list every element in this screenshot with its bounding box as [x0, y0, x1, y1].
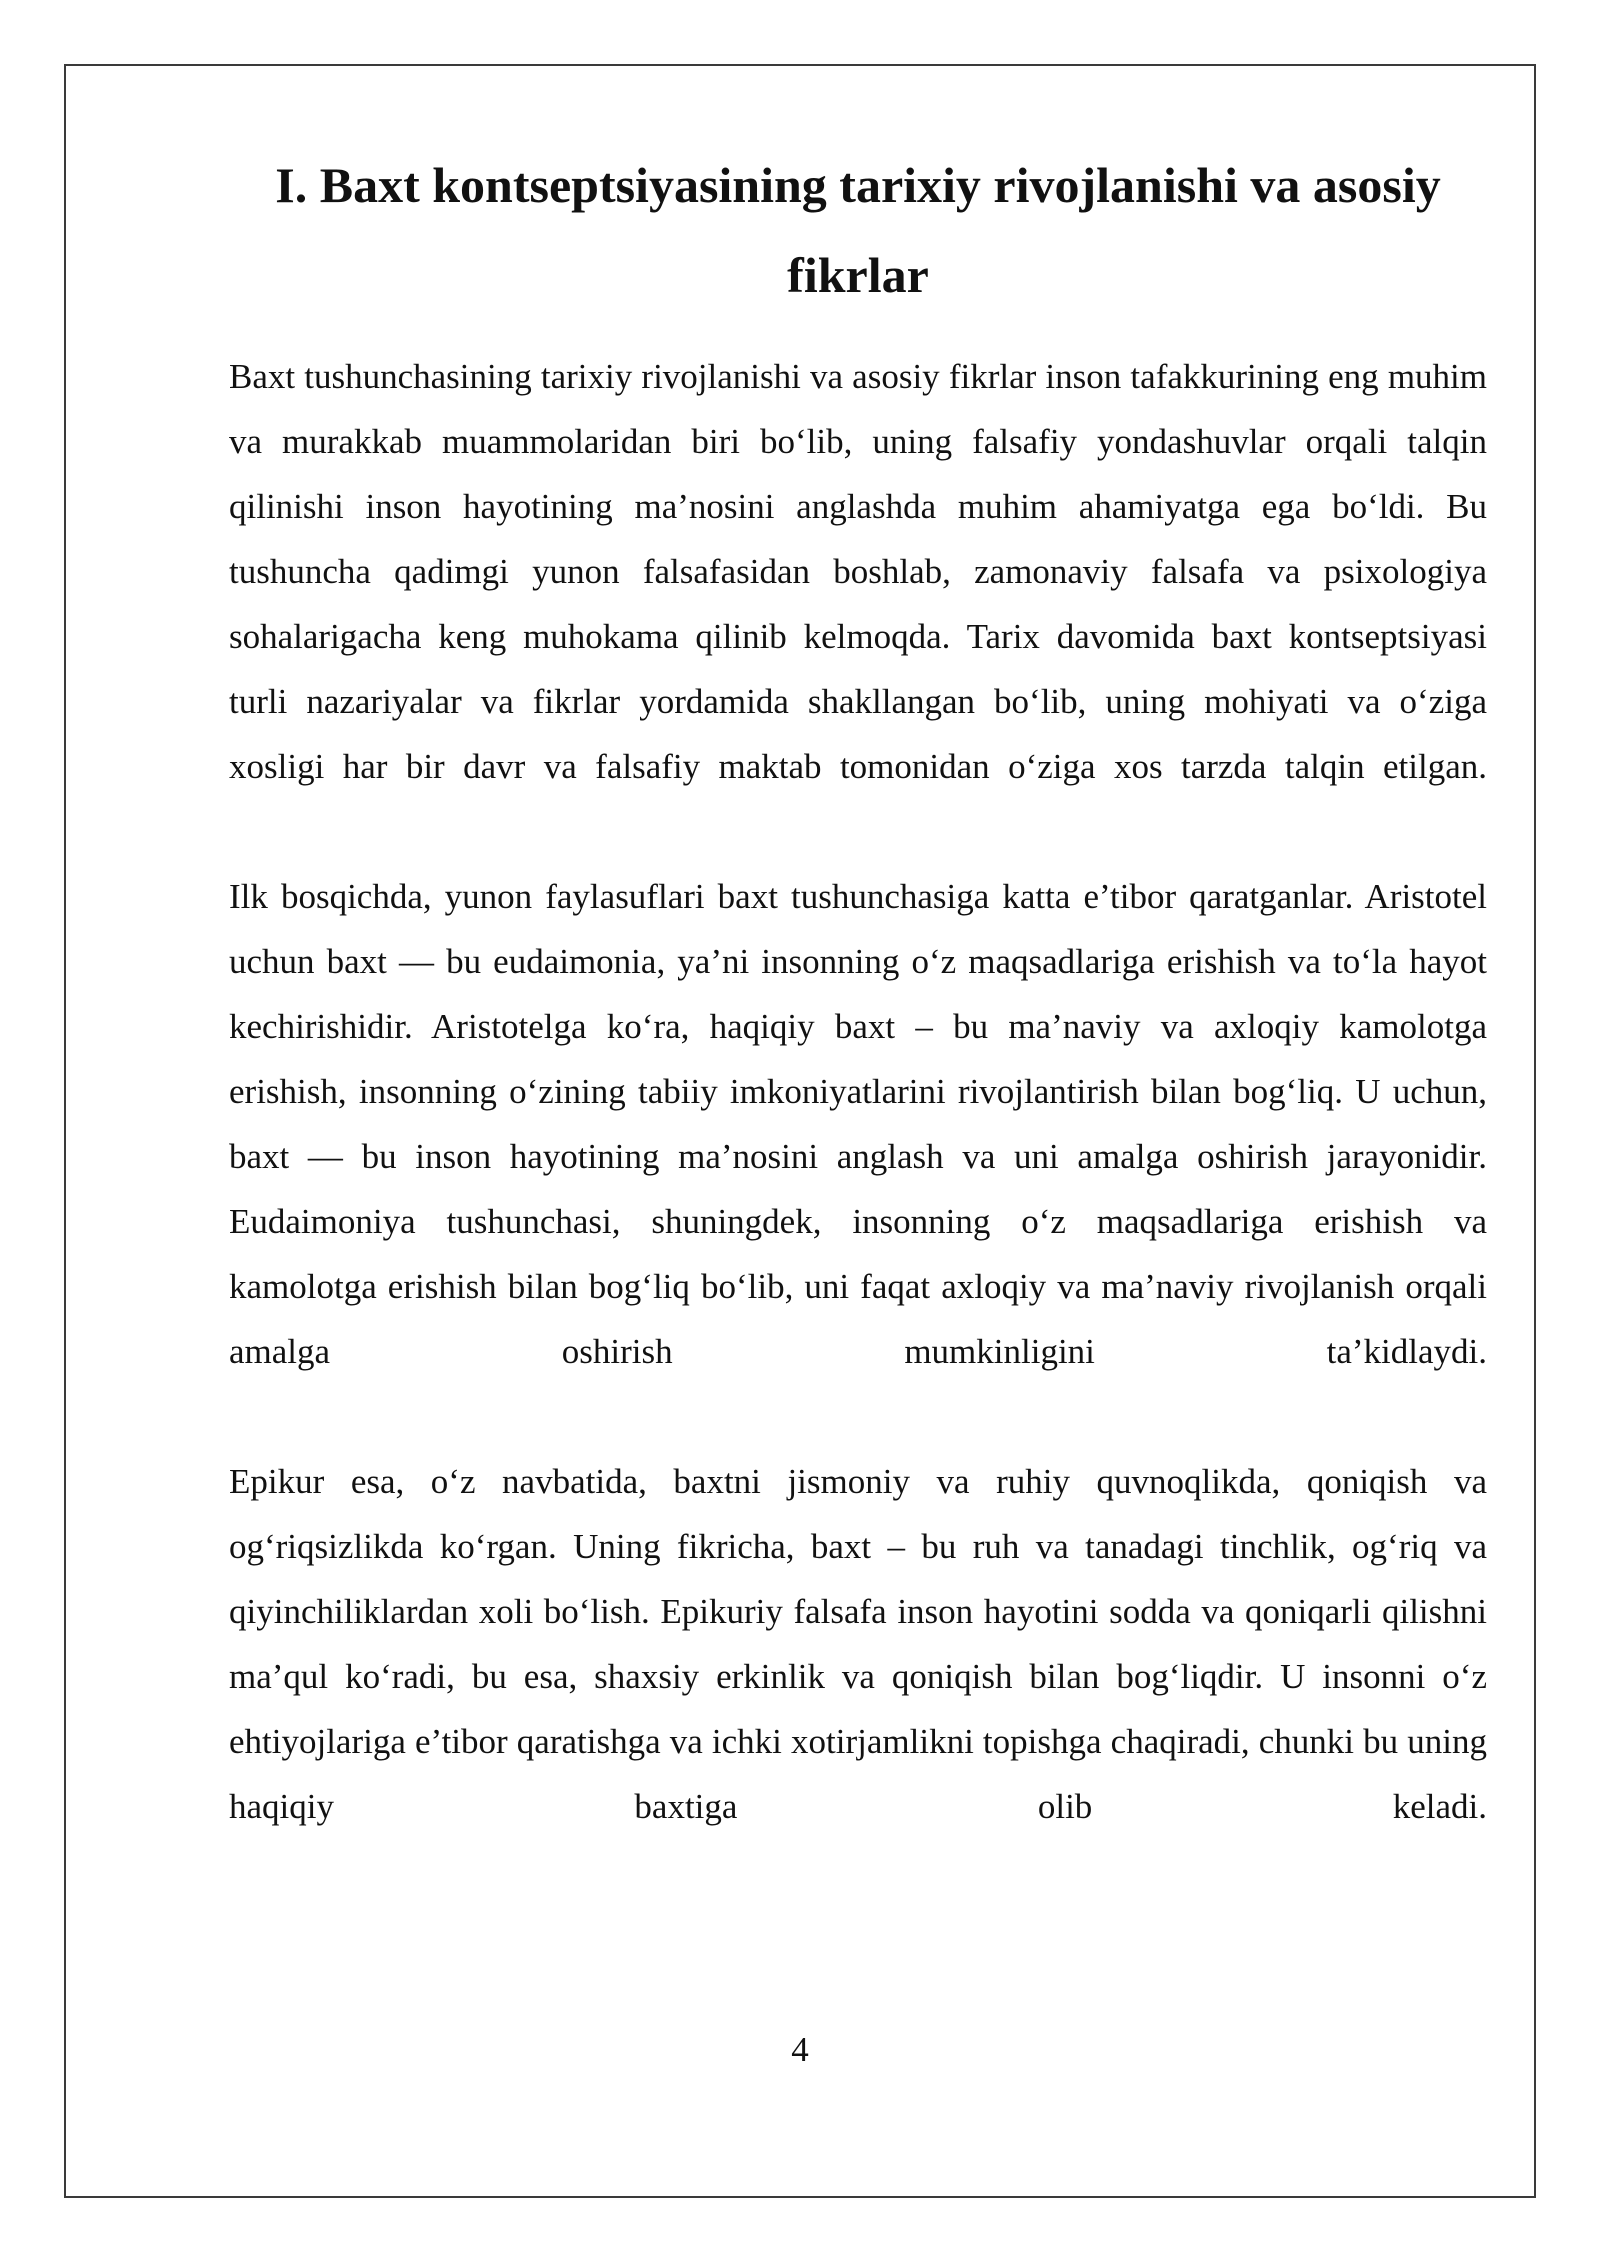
paragraph-1: Baxt tushunchasining tarixiy rivojlanishi va asosiy fikrlar inson tafakkurining eng muhim va murakkab muammolaridan biri bo‘lib, uning falsafiy yondashuvlar orqali talqin qilinishi inson hayotining ma’nosini anglashda muhim ahamiyatga ega bo‘ldi. Bu tushuncha qadimgi yunon falsafasidan boshlab, zamonaviy falsafa va psixologiya sohalarigacha keng muhokama qilinib kelmoqda. Tarix davomida baxt kontseptsiyasi turli nazariyalar va fikrlar yordamida shakllangan bo‘lib, uning mohiyati va o‘ziga xosligi har bir davr va falsafiy maktab tomonidan o‘ziga xos tarzda talqin etilgan.	[229, 357, 1487, 786]
section-heading: I. Baxt kontseptsiyasining tarixiy rivojlanishi va asosiy fikrlar	[275, 157, 1441, 303]
paragraph-2: Ilk bosqichda, yunon faylasuflari baxt tushunchasiga katta e’tibor qaratganlar. Aristotel uchun baxt — bu eudaimonia, ya’ni insonning o‘z maqsadlariga erishish va to‘la hayot kechirishidir. Aristotelga ko‘ra, haqiqiy baxt – bu ma’naviy va axloqiy kamolotga erishish, insonning o‘zining tabiiy imkoniyatlarini rivojlantirish bilan bog‘liq. U uchun, baxt — bu inson hayotining ma’nosini anglash va uni amalga oshirish jarayonidir. Eudaimoniya tushunchasi, shuningdek, insonning o‘z maqsadlariga erishish va kamolotga erishish bilan bog‘liq bo‘lib, uni faqat axloqiy va ma’naviy rivojlanish orqali amalga oshirish mumkinligini ta’kidlaydi.	[229, 877, 1487, 1371]
document-body	[229, 140, 1487, 1904]
paragraph-3: Epikur esa, o‘z navbatida, baxtni jismoniy va ruhiy quvnoqlikda, qoniqish va og‘riqsizlikda ko‘rgan. Uning fikricha, baxt – bu ruh va tanadagi tinchlik, og‘riq va qiyinchiliklardan xoli bo‘lish. Epikuriy falsafa inson hayotini sodda va qoniqarli qilishni ma’qul ko‘radi, bu esa, shaxsiy erkinlik va qoniqish bilan bog‘liqdir. U insonni o‘z ehtiyojlariga e’tibor qaratishga va ichki xotirjamlikni topishga chaqiradi, chunki bu uning haqiqiy baxtiga olib keladi.	[229, 1462, 1487, 1826]
page-number: 4	[791, 2030, 809, 2069]
